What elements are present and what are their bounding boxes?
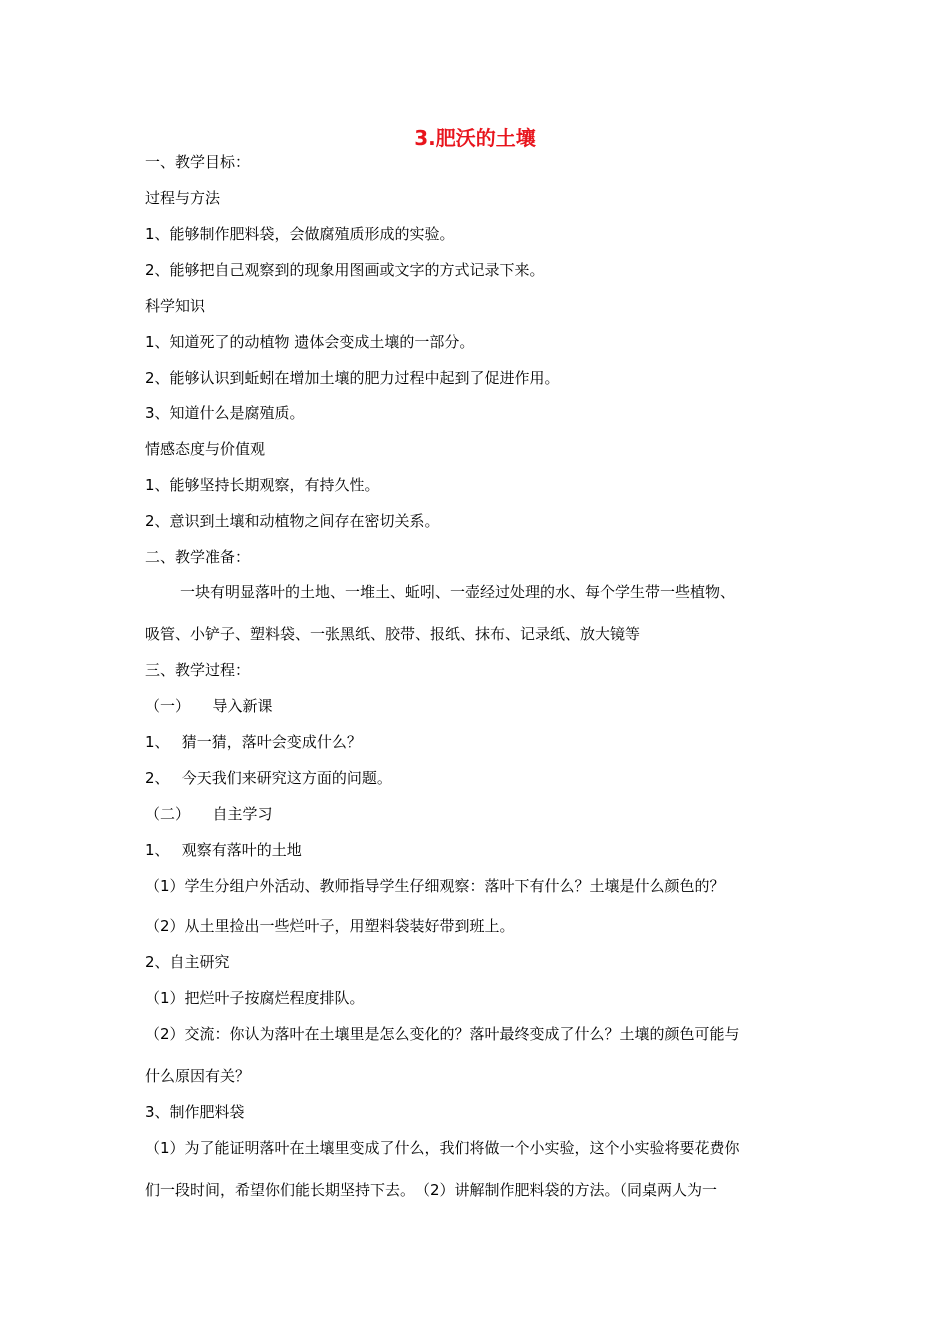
list-item: 3、知道什么是腐殖质。 bbox=[145, 404, 305, 422]
list-item: （1）把烂叶子按腐烂程度排队。 bbox=[145, 989, 365, 1007]
list-item: 2、自主研究 bbox=[145, 953, 230, 971]
list-item: 2、能够把自己观察到的现象用图画或文字的方式记录下来。 bbox=[145, 261, 545, 279]
list-item: 1、能够坚持长期观察，有持久性。 bbox=[145, 476, 380, 494]
section-heading-process: 三、教学过程： bbox=[145, 661, 251, 679]
paragraph-line: 吸管、小铲子、塑料袋、一张黑纸、胶带、报纸、抹布、记录纸、放大镜等 bbox=[145, 625, 641, 643]
paragraph-line: 什么原因有关？ bbox=[145, 1067, 251, 1085]
paragraph-line: 们一段时间，希望你们能长期坚持下去。 （2）讲解制作肥料袋的方法。（同桌两人为一 bbox=[145, 1181, 718, 1199]
section-heading-preparation: 二、教学准备： bbox=[145, 548, 251, 566]
paragraph-line: （1）为了能证明落叶在土壤里变成了什么，我们将做一个小实验，这个小实验将要花费你 bbox=[145, 1139, 740, 1157]
paragraph-line: 一块有明显落叶的土地、一堆土、蚯吲、一壶经过处理的水、每个学生带一些植物、 bbox=[180, 583, 736, 601]
list-item: （2）从土里捡出一些烂叶子，用塑料袋装好带到班上。 bbox=[145, 917, 515, 935]
list-item: 2、能够认识到蚯蚓在增加土壤的肥力过程中起到了促进作用。 bbox=[145, 369, 560, 387]
list-item: 1、 观察有落叶的土地 bbox=[145, 841, 302, 859]
list-item: 1、知道死了的动植物 遗体会变成土壤的一部分。 bbox=[145, 333, 475, 351]
subheading-attitude-values: 情感态度与价值观 bbox=[145, 440, 266, 458]
paragraph-line: （2）交流：你认为落叶在土壤里是怎么变化的？落叶最终变成了什么？土壤的颜色可能与 bbox=[145, 1025, 740, 1043]
list-item: 1、能够制作肥料袋，会做腐殖质形成的实验。 bbox=[145, 225, 455, 243]
document-title: 3.肥沃的土壤 bbox=[414, 126, 536, 150]
list-item: 3、制作肥料袋 bbox=[145, 1103, 245, 1121]
list-item: 2、 今天我们来研究这方面的问题。 bbox=[145, 769, 392, 787]
list-item: （1）学生分组户外活动、教师指导学生仔细观察：落叶下有什么？土壤是什么颜色的？ bbox=[145, 877, 725, 895]
subheading-intro: （一） 导入新课 bbox=[145, 697, 273, 715]
list-item: 2、意识到土壤和动植物之间存在密切关系。 bbox=[145, 512, 440, 530]
subheading-science-knowledge: 科学知识 bbox=[145, 297, 206, 315]
subheading-self-study: （二） 自主学习 bbox=[145, 805, 273, 823]
list-item: 1、 猜一猜，落叶会变成什么？ bbox=[145, 733, 362, 751]
subheading-process-method: 过程与方法 bbox=[145, 189, 221, 207]
section-heading-objectives: 一、教学目标： bbox=[145, 153, 251, 171]
